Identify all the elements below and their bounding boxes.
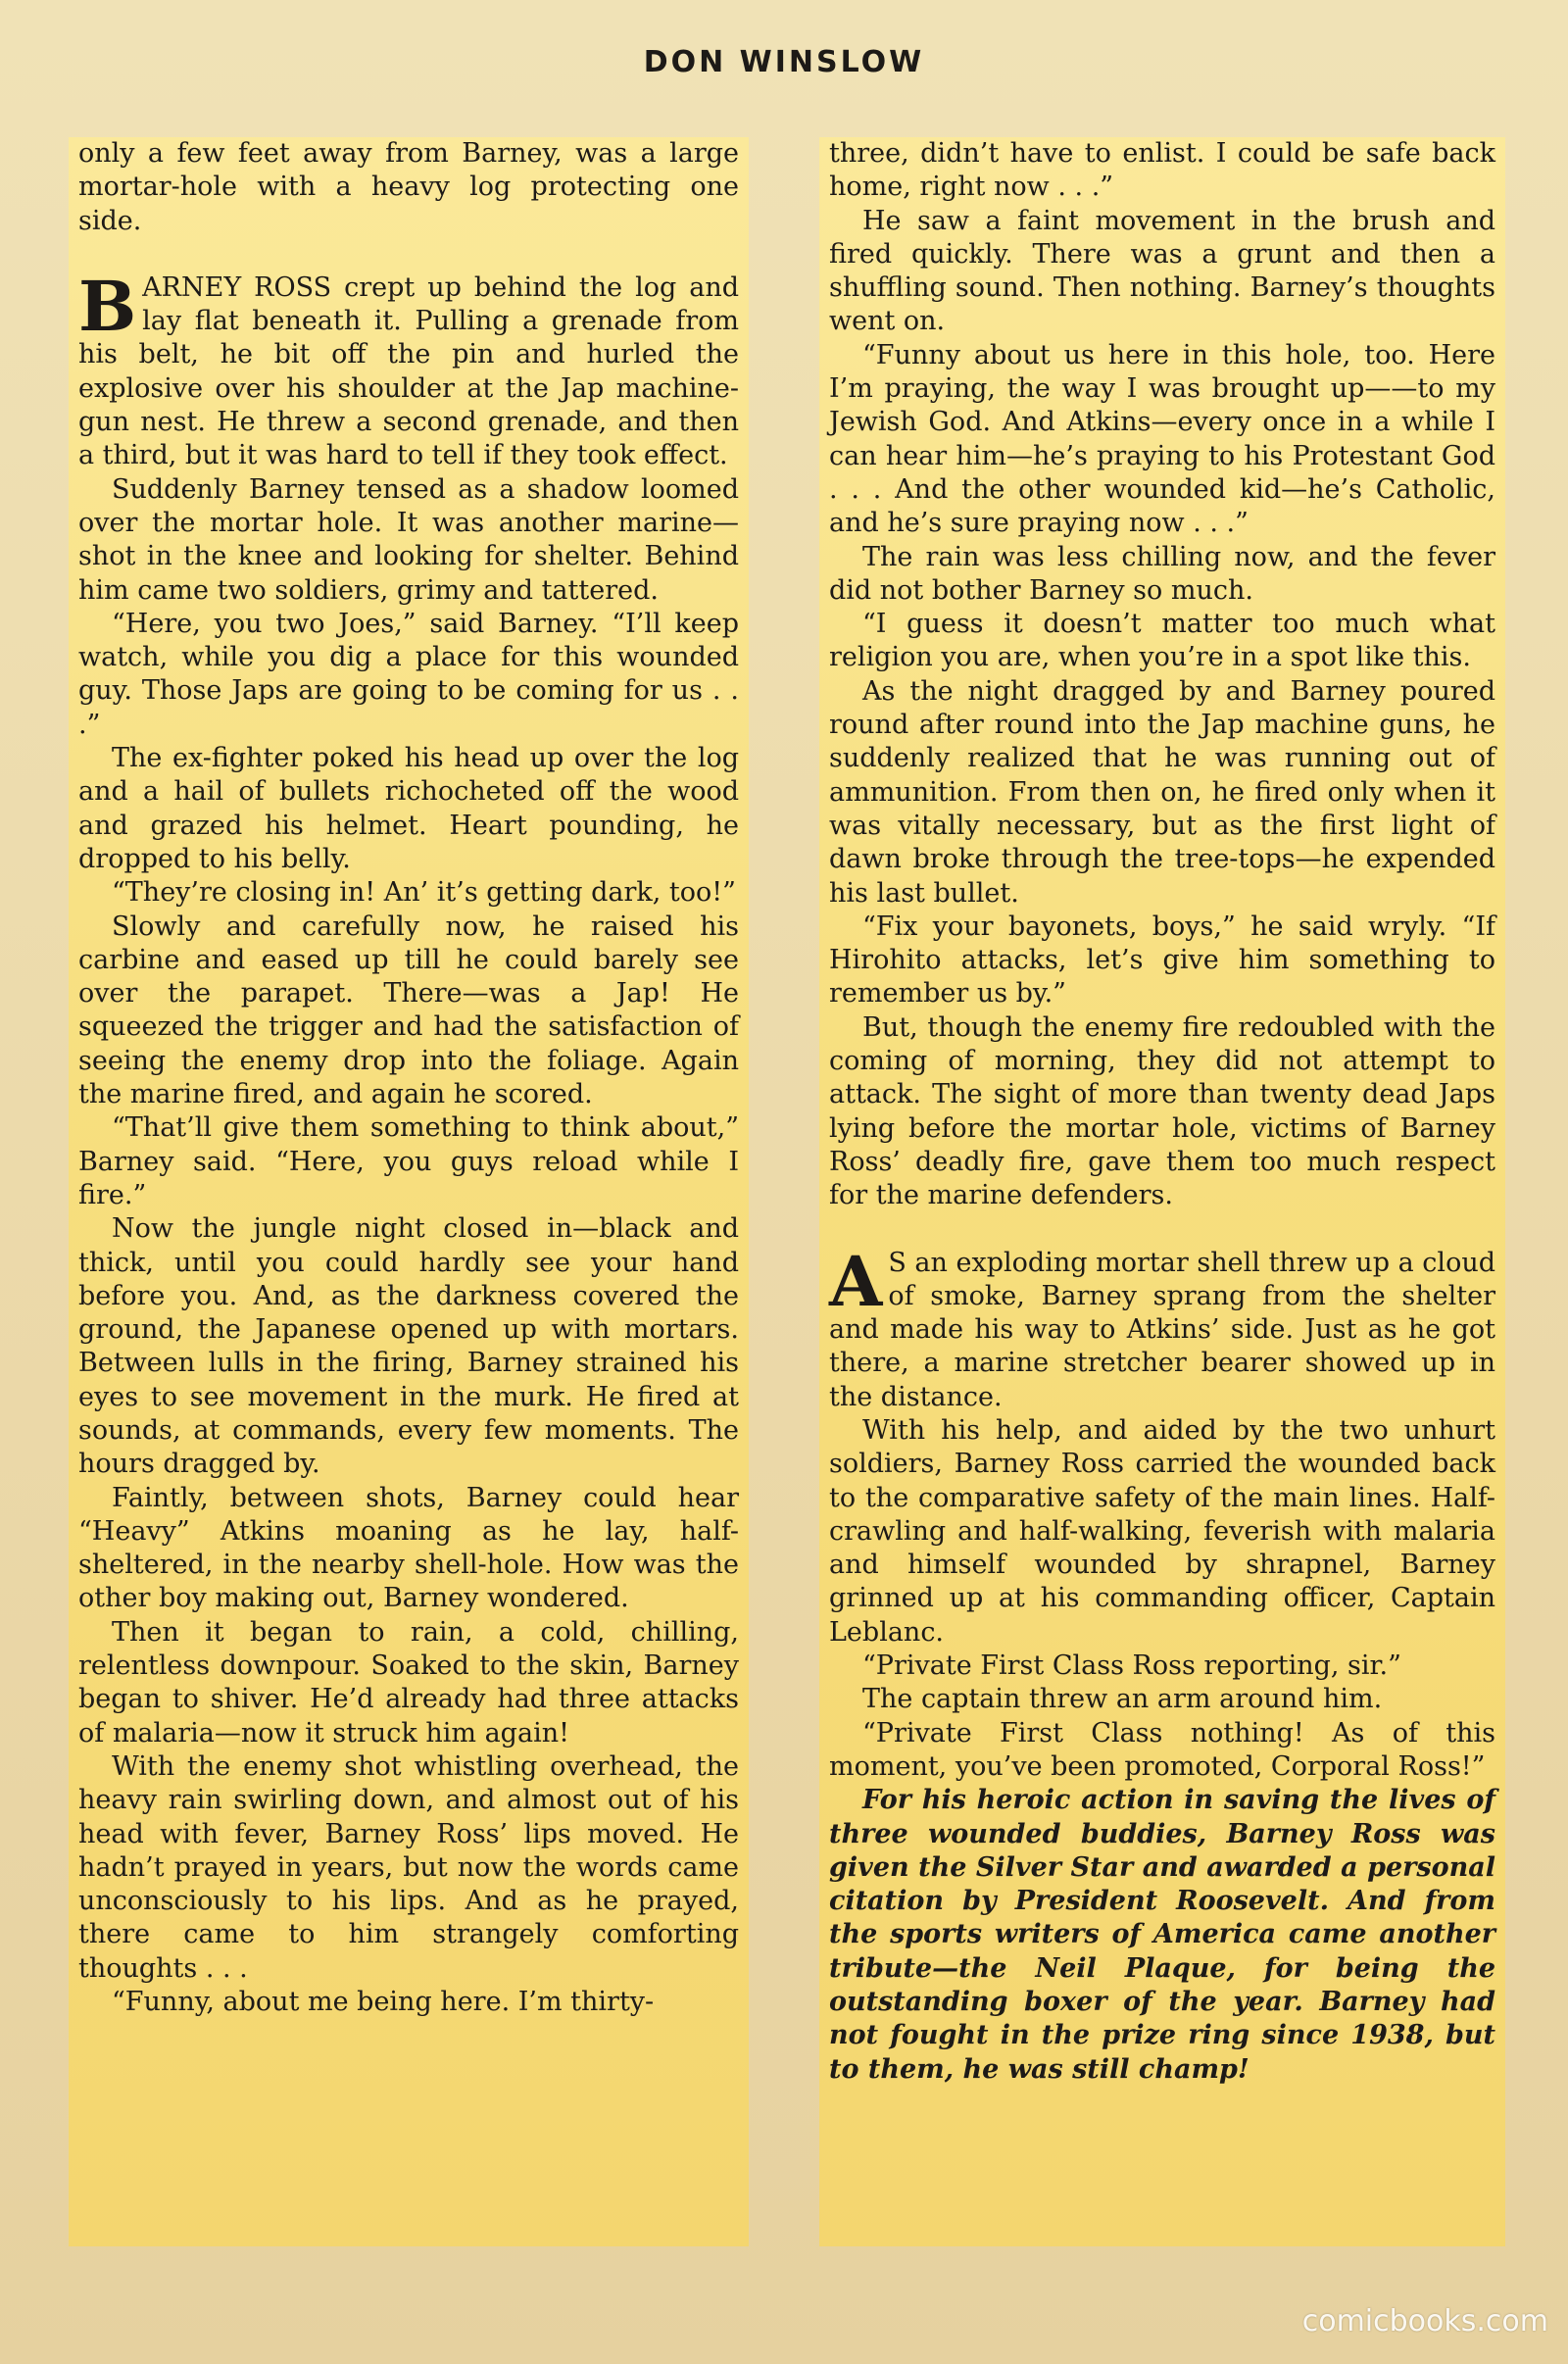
paragraph: Slowly and carefully now, he raised his carbine and eased up till he could barely see over the parapet. There—was a Jap! He squeezed the trigger and had the satisfaction of seeing the enemy drop into the foliage. Again the marine fired, and again he scored. xyxy=(78,911,739,1110)
paragraph: “That’ll give them something to think about,” Barney said. “Here, you guys reload while I fire.” xyxy=(78,1112,739,1210)
page-header-title: DON WINSLOW xyxy=(643,45,925,79)
paragraph-with-dropcap xyxy=(78,265,739,473)
left-column xyxy=(78,137,739,2019)
paragraph: “Funny, about me being here. I’m thirty- xyxy=(112,1987,655,2018)
paragraph: Then it began to rain, a cold, chilling, relentless downpour. Soaked to the skin, Barney began to shiver. He’d already had three attacks of malaria—now it struck him again! xyxy=(78,1616,739,1748)
paragraph: The captain threw an arm around him. xyxy=(862,1684,1383,1715)
paragraph-text: ARNEY ROSS crept up behind the log and lay flat beneath it. Pulling a grenade from his belt, he bit off the pin and hurled the explosive over his shoulder at the Jap machine-gun nest. He threw a second grenade, and then a third, but it was hard to tell if they took effect. xyxy=(78,271,739,471)
closing-paragraph: For his heroic action in saving the lives of three wounded buddies, Barney Ross was given the Silver Star and awarded a personal citation by President Roosevelt. And from the sports writers of America came another tribute—the Neil Plaque, for being the outstanding boxer of the year. Barney had not fought in the prize ring since 1938, but to them, he was still champ! xyxy=(829,1785,1495,2085)
paragraph: The ex-fighter poked his head up over the log and a hail of bullets richocheted off the wood and grazed his helmet. Heart pounding, he dropped to his belly. xyxy=(78,743,739,874)
drop-cap: B xyxy=(78,265,137,347)
paragraph: With his help, and aided by the two unhurt soldiers, Barney Ross carried the wounded back to the comparative safety of the main lines. Half-crawling and half-walking, feverish with malaria and himself wounded by shrapnel, Barney grinned up at his commanding officer, Captain Leblanc. xyxy=(829,1414,1495,1648)
paragraph: “Funny about us here in this hole, too. Here I’m praying, the way I was brought up——to my Jewish God. And Atkins—every once in a while I can hear him—he’s praying to his Protestant God . . . And the other wounded kid—he’s Catholic, and he’s sure praying now . . .” xyxy=(829,339,1495,539)
paragraph-text: S an exploding mortar shell threw up a cloud of smoke, Barney sprang from the shelter and made his way to Atkins’ side. Just as he got there, a marine stretcher bearer showed up in the distance. xyxy=(829,1247,1495,1412)
paragraph: “They’re closing in! An’ it’s getting dark, too!” xyxy=(112,877,736,909)
paragraph: Suddenly Barney tensed as a shadow loomed over the mortar hole. It was another marine—shot in the knee and looking for shelter. Behind him came two soldiers, grimy and tattered. xyxy=(78,473,739,606)
paragraph: But, though the enemy fire redoubled with the coming of morning, they did not attempt to attack. The sight of more than twenty dead Japs lying before the mortar hole, victims of Barney Ross’ deadly fire, gave them too much respect for the marine defenders. xyxy=(829,1011,1495,1211)
paragraph-with-dropcap xyxy=(829,1240,1495,1414)
paragraph: As the night dragged by and Barney poured round after round into the Jap machine guns, he suddenly realized that he was running out of ammunition. From then on, he fired only when it was vitally necessary, but as the first light of dawn broke through the tree-tops—he expended his last bullet. xyxy=(829,675,1495,909)
paragraph: He saw a faint movement in the brush and fired quickly. There was a grunt and then a shuffling sound. Then nothing. Barney’s thoughts went on. xyxy=(829,205,1495,337)
paragraph: With the enemy shot whistling overhead, the heavy rain swirling down, and almost out of his head with fever, Barney Ross’ lips moved. He hadn’t prayed in years, but now the words came unconsciously to his lips. And as he prayed, there came to him strangely comforting thoughts . . . xyxy=(78,1750,739,1984)
watermark: comicbooks.com xyxy=(1301,2304,1548,2339)
left-text-panel xyxy=(69,137,749,2246)
paragraph: three, didn’t have to enlist. I could be safe back home, right now . . .” xyxy=(829,138,1495,203)
drop-cap: A xyxy=(829,1240,883,1322)
paragraph: “Private First Class Ross reporting, sir.” xyxy=(862,1650,1401,1682)
paragraph: The rain was less chilling now, and the fever did not bother Barney so much. xyxy=(829,541,1495,606)
right-column xyxy=(829,137,1495,2087)
paragraph: “Here, you two Joes,” said Barney. “I’ll keep watch, while you dig a place for this wounded guy. Those Japs are going to be coming for us . . .” xyxy=(78,608,739,740)
paragraph: Faintly, between shots, Barney could hear “Heavy” Atkins moaning as he lay, half-sheltered, in the nearby shell-hole. How was the other boy making out, Barney wondered. xyxy=(78,1482,739,1614)
paragraph: “I guess it doesn’t matter too much what religion you are, when you’re in a spot like this. xyxy=(829,609,1495,673)
paragraph: “Private First Class nothing! As of this moment, you’ve been promoted, Corporal Ross!” xyxy=(829,1717,1495,1782)
paragraph: only a few feet away from Barney, was a large mortar-hole with a heavy log protecting one side. xyxy=(78,138,739,236)
paragraph: Now the jungle night closed in—black and thick, until you could hardly see your hand before you. And, as the darkness covered the ground, the Japanese opened up with mortars. Between lulls in the firing, Barney strained his eyes to see movement in the murk. He fired at sounds, at commands, every few moments. The hours dragged by. xyxy=(78,1213,739,1480)
right-text-panel xyxy=(819,137,1505,2246)
paragraph: “Fix your bayonets, boys,” he said wryly. “If Hirohito attacks, let’s give him something to remember us by.” xyxy=(829,911,1495,1010)
